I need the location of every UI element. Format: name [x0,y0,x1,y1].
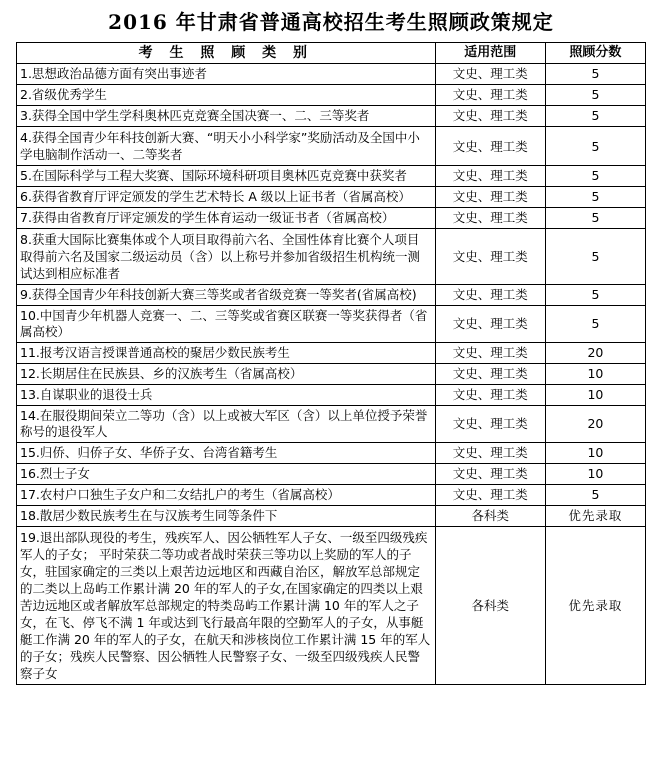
table-row [17,208,646,229]
cell-scope: 文史、理工类 [435,306,545,343]
table-row [17,385,646,406]
cell-category: 1.思想政治品德方面有突出事迹者 [17,64,436,85]
cell-scope: 文史、理工类 [435,406,545,443]
cell-scope: 文史、理工类 [435,166,545,187]
cell-category: 4.获得全国青少年科技创新大赛、“明天小小科学家”奖励活动及全国中小学电脑制作活动一、二等奖者 [17,127,436,166]
cell-scope: 文史、理工类 [435,385,545,406]
cell-points: 5 [545,306,645,343]
cell-points: 5 [545,166,645,187]
cell-points: 20 [545,406,645,443]
cell-points: 5 [545,485,645,506]
cell-category: 2.省级优秀学生 [17,85,436,106]
cell-category: 10.中国青少年机器人竞赛一、二、三等奖或省赛区联赛一等奖获得者（省属高校） [17,306,436,343]
cell-category: 9.获得全国青少年科技创新大赛三等奖或者省级竞赛一等奖者(省属高校) [17,285,436,306]
cell-category: 18.散居少数民族考生在与汉族考生同等条件下 [17,506,436,527]
cell-points: 5 [545,285,645,306]
cell-scope: 文史、理工类 [435,85,545,106]
table-row [17,229,646,285]
cell-scope: 文史、理工类 [435,464,545,485]
table-row [17,343,646,364]
cell-points: 5 [545,106,645,127]
cell-points: 优先录取 [545,527,645,685]
cell-scope: 文史、理工类 [435,187,545,208]
cell-category: 13.自谋职业的退役士兵 [17,385,436,406]
cell-points: 5 [545,127,645,166]
cell-points: 20 [545,343,645,364]
cell-category: 3.获得全国中学生学科奥林匹克竞赛全国决赛一、二、三等奖者 [17,106,436,127]
table-row [17,64,646,85]
cell-scope: 各科类 [435,506,545,527]
cell-scope: 文史、理工类 [435,343,545,364]
table-row [17,106,646,127]
table-row [17,506,646,527]
cell-scope: 文史、理工类 [435,485,545,506]
table-row [17,127,646,166]
table-row [17,443,646,464]
table-row [17,464,646,485]
page-title: 2016 年甘肃省普通高校招生考生照顾政策规定 [108,10,554,34]
table-row [17,485,646,506]
table-row [17,527,646,685]
cell-category: 8.获重大国际比赛集体或个人项目取得前六名、全国性体育比赛个人项目取得前六名及国家二级运动员（含）以上称号并参加省级招生机构统一测试达到相应标准者 [17,229,436,285]
cell-points: 10 [545,443,645,464]
table-row [17,166,646,187]
cell-category: 16.烈士子女 [17,464,436,485]
cell-points: 5 [545,64,645,85]
table-row [17,187,646,208]
cell-scope: 文史、理工类 [435,285,545,306]
cell-scope: 文史、理工类 [435,106,545,127]
cell-scope: 文史、理工类 [435,208,545,229]
table-row [17,285,646,306]
column-header-scope: 适用范围 [435,43,545,64]
table-row [17,364,646,385]
cell-scope: 文史、理工类 [435,443,545,464]
table-body [17,64,646,685]
cell-category: 17.农村户口独生子女户和二女结扎户的考生（省属高校） [17,485,436,506]
cell-category: 12.长期居住在民族县、乡的汉族考生（省属高校） [17,364,436,385]
table-row [17,306,646,343]
cell-points: 10 [545,364,645,385]
cell-points: 5 [545,208,645,229]
cell-points: 10 [545,385,645,406]
cell-category: 7.获得由省教育厅评定颁发的学生体育运动一级证书者（省属高校） [17,208,436,229]
cell-scope: 文史、理工类 [435,64,545,85]
cell-category: 14.在服役期间荣立二等功（含）以上或被大军区（含）以上单位授予荣誉称号的退役军人 [17,406,436,443]
column-header-points: 照顾分数 [545,43,645,64]
cell-category: 11.报考汉语言授课普通高校的聚居少数民族考生 [17,343,436,364]
policy-table [16,42,646,685]
cell-points: 10 [545,464,645,485]
column-header-category: 考 生 照 顾 类 别 [17,43,436,64]
cell-category: 5.在国际科学与工程大奖赛、国际环境科研项目奥林匹克竞赛中获奖者 [17,166,436,187]
cell-category: 19.退出部队现役的考生，残疾军人、因公牺牲军人子女、一级至四级残疾军人的子女； 平时荣获二等功或者战时荣获三等功以上奖励的军人的子女，驻国家确定的三类以上艰苦边远地区和西藏自治区，解放军总部规定的二类以上岛屿工作累计满 20 年的军人的子女,在国家确定的四类以上艰苦边远地区或者解放军总部规定的特类岛屿工作累计满 10 年的军人之子女，在飞、停飞不满 1 年或达到飞行最高年限的空勤军人的子女，从事艇艇工作满 20 年的军人的子女，在航天和涉核岗位工作累计满 15 年的军人的子女；残疾人民警察、因公牺牲人民警察子女、一级至四级残疾人民警察子女 [17,527,436,685]
table-header-row [17,43,646,64]
table-row [17,406,646,443]
table-row [17,85,646,106]
cell-scope: 文史、理工类 [435,229,545,285]
cell-points: 5 [545,229,645,285]
cell-category: 6.获得省教育厅评定颁发的学生艺术特长 A 级以上证书者（省属高校） [17,187,436,208]
cell-points: 5 [545,187,645,208]
cell-points: 5 [545,85,645,106]
cell-scope: 文史、理工类 [435,127,545,166]
cell-scope: 各科类 [435,527,545,685]
cell-category: 15.归侨、归侨子女、华侨子女、台湾省籍考生 [17,443,436,464]
cell-points: 优先录取 [545,506,645,527]
cell-scope: 文史、理工类 [435,364,545,385]
